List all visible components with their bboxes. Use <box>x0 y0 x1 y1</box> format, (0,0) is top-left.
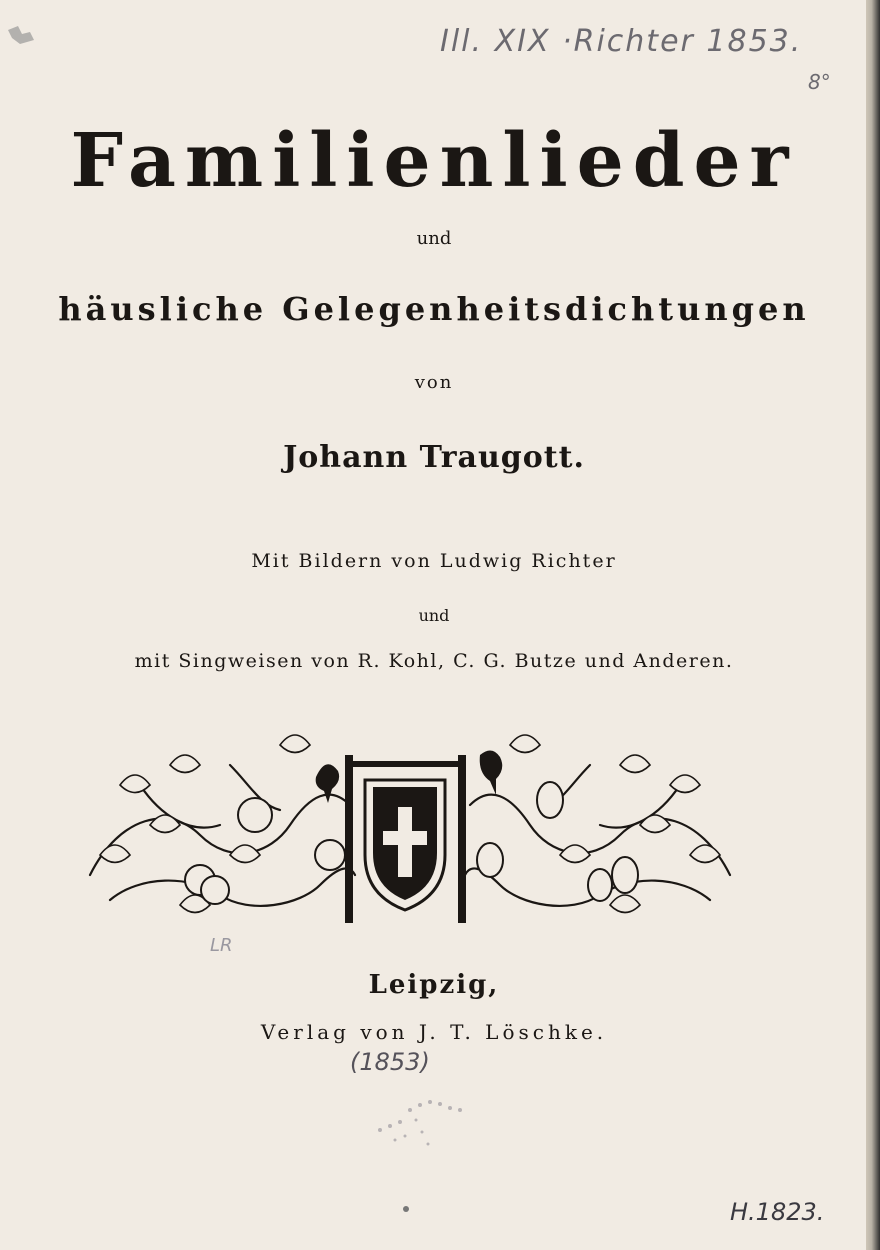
melodies-credit: mit Singweisen von R. Kohl, C. G. Butze und Anderen. <box>134 650 734 672</box>
conjunction-und-2: und <box>418 606 450 625</box>
by-word: von <box>414 372 454 393</box>
vignette-ornament <box>80 725 740 930</box>
shelfmark-annotation: Ill. XIX ·Richter 1853. <box>440 24 803 59</box>
format-annotation: 8° <box>808 70 831 94</box>
library-stamp <box>360 1090 490 1150</box>
initials-annotation: LR <box>210 935 233 956</box>
imprint-publisher: Verlag von J. T. Löschke. <box>260 1020 608 1044</box>
paper-tear-mark <box>8 20 36 50</box>
imprint-place: Leipzig, <box>368 970 500 1000</box>
illustrations-credit: Mit Bildern von Ludwig Richter <box>251 550 617 572</box>
book-subtitle: häusliche Gelegenheitsdichtungen <box>58 290 810 328</box>
year-annotation: (1853) <box>350 1048 430 1076</box>
paper-speck <box>403 1206 409 1212</box>
book-title: Familienlieder <box>70 118 798 204</box>
inventory-number: H.1823. <box>730 1198 825 1226</box>
author-name: Johann Traugott. <box>283 440 585 475</box>
page-edge <box>866 0 880 1250</box>
conjunction-und-1: und <box>416 228 452 249</box>
